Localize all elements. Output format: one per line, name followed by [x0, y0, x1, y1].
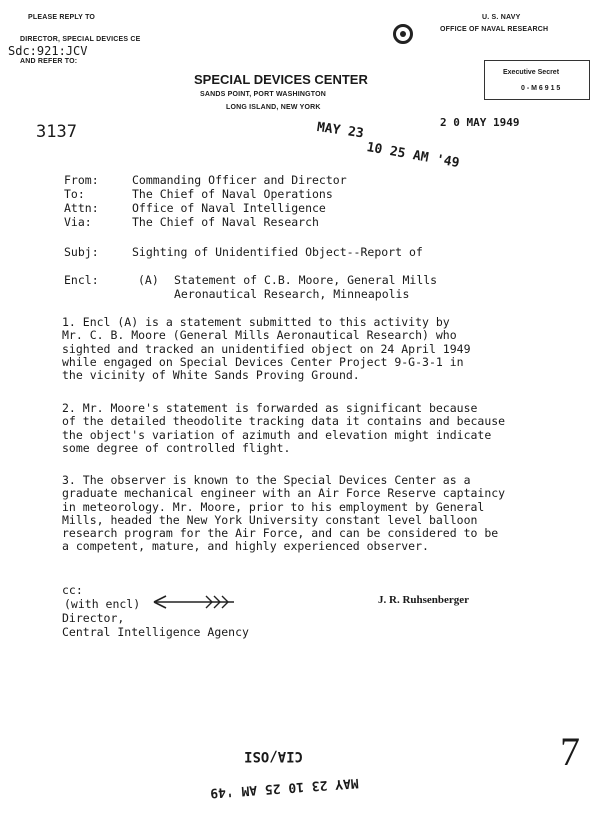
and-refer-label: AND REFER TO: — [20, 58, 78, 65]
enclosure-line-2: Aeronautical Research, Minneapolis — [174, 287, 410, 301]
subject-label: Subj: — [64, 245, 99, 259]
paragraph-3: 3. The observer is known to the Special Devices Center as a graduate mechanical engineer with an Air Force Reserve captaincy in meteorology. Mr. Moore, prior to his employment by General Mills, headed the New York University constant level balloon research program for the Air Force, and can be considered to be a competent, mature, and highly experienced observer. — [62, 473, 506, 554]
to-value: The Chief of Naval Operations — [132, 187, 333, 201]
enclosure-line-1: Statement of C.B. Moore, General Mills — [174, 273, 438, 287]
received-stamp-time: 10 25 AM '49 — [365, 140, 461, 172]
onr-label: OFFICE OF NAVAL RESEARCH — [440, 26, 549, 33]
navy-seal-icon — [393, 24, 413, 44]
via-value: The Chief of Naval Research — [132, 215, 319, 229]
cia-label: Central Intelligence Agency — [62, 625, 249, 639]
paragraph-1: 1. Encl (A) is a statement submitted to this activity by Mr. C. B. Moore (General Mills Aeronautical Research) who sighted and tracked an unidentified object on 24 April 1949 while engaged on Special Devices Center Project 9-G-3-1 in the vicinity of White Sands Proving Ground. — [62, 315, 471, 383]
to-label: To: — [64, 187, 85, 201]
signature: J. R. Ruhsenberger — [378, 594, 470, 606]
enclosure-marker: (A) — [138, 273, 159, 287]
bottom-stamp-office: CIA/OSI — [244, 748, 304, 764]
address-line-2: LONG ISLAND, NEW YORK — [226, 104, 321, 111]
reply-to-label: PLEASE REPLY TO — [28, 14, 96, 21]
from-value: Commanding Officer and Director — [132, 173, 347, 187]
enclosure-label: Encl: — [64, 273, 99, 287]
letter-date: 2 0 MAY 1949 — [440, 116, 520, 129]
navy-label: U. S. NAVY — [482, 14, 521, 21]
reference-code: Sdc:921:JCV — [8, 44, 88, 58]
executive-secretary-stamp: Executive Secret 0 - M 6 9 1 5 — [484, 60, 590, 100]
document-number: 3137 — [36, 122, 77, 142]
director-label: Director, — [62, 611, 125, 625]
cc-label: cc: — [62, 583, 83, 597]
reply-director-label: DIRECTOR, SPECIAL DEVICES CE — [20, 36, 141, 43]
margin-mark: 7 — [560, 729, 580, 774]
address-line-1: SANDS POINT, PORT WASHINGTON — [200, 91, 327, 98]
paragraph-2: 2. Mr. Moore's statement is forwarded as significant because of the detailed theodolite tracking data it contains and because the object's variation of azimuth and elevation might indicate some degree of controlled flight. — [62, 401, 506, 455]
from-label: From: — [64, 173, 99, 187]
with-enclosure-label: (with encl) — [64, 597, 141, 611]
subject-value: Sighting of Unidentified Object--Report of — [132, 245, 423, 259]
center-name: SPECIAL DEVICES CENTER — [194, 72, 368, 87]
attn-value: Office of Naval Intelligence — [132, 201, 326, 215]
bottom-stamp-date: MAY 23 10 25 AM '49 — [209, 774, 360, 801]
attn-label: Attn: — [64, 201, 99, 215]
arrow-mark-icon — [150, 594, 236, 610]
via-label: Via: — [64, 215, 92, 229]
received-stamp-date: MAY 23 — [315, 120, 365, 142]
